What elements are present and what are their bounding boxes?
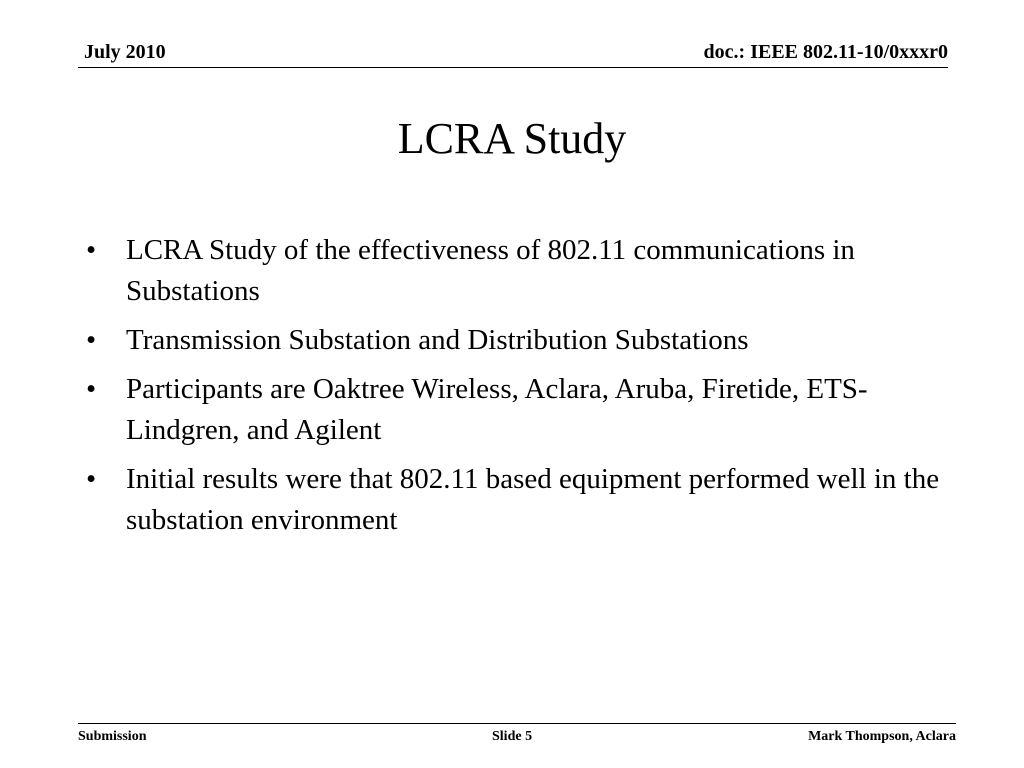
bullet-icon: •: [86, 234, 97, 266]
bullet-text: Initial results were that 802.11 based equipment performed well in the substation environment: [126, 463, 940, 536]
bullet-icon: •: [86, 373, 97, 405]
bullet-text: Transmission Substation and Distribution Substations: [126, 324, 749, 356]
bullet-list: [86, 230, 946, 549]
footer-submission: Submission: [78, 729, 147, 744]
footer-slide-number: Slide 5: [492, 729, 533, 744]
bullet-icon: •: [86, 463, 97, 495]
header-date: July 2010: [84, 41, 166, 63]
slide-title: LCRA Study: [397, 114, 627, 163]
footer-author: Mark Thompson, Aclara: [808, 729, 956, 744]
header-doc-id: doc.: IEEE 802.11-10/0xxxr0: [703, 41, 948, 63]
footer-divider: [78, 723, 956, 724]
header-divider: [78, 67, 948, 68]
bullet-item: [86, 459, 946, 541]
bullet-item: [86, 320, 946, 361]
bullet-text: Participants are Oaktree Wireless, Aclara, Aruba, Firetide, ETS-Lindgren, and Agilent: [126, 373, 868, 446]
bullet-text: LCRA Study of the effectiveness of 802.11 communications in Substations: [126, 234, 855, 307]
bullet-item: [86, 230, 946, 312]
bullet-item: [86, 369, 946, 451]
bullet-icon: •: [86, 324, 97, 356]
